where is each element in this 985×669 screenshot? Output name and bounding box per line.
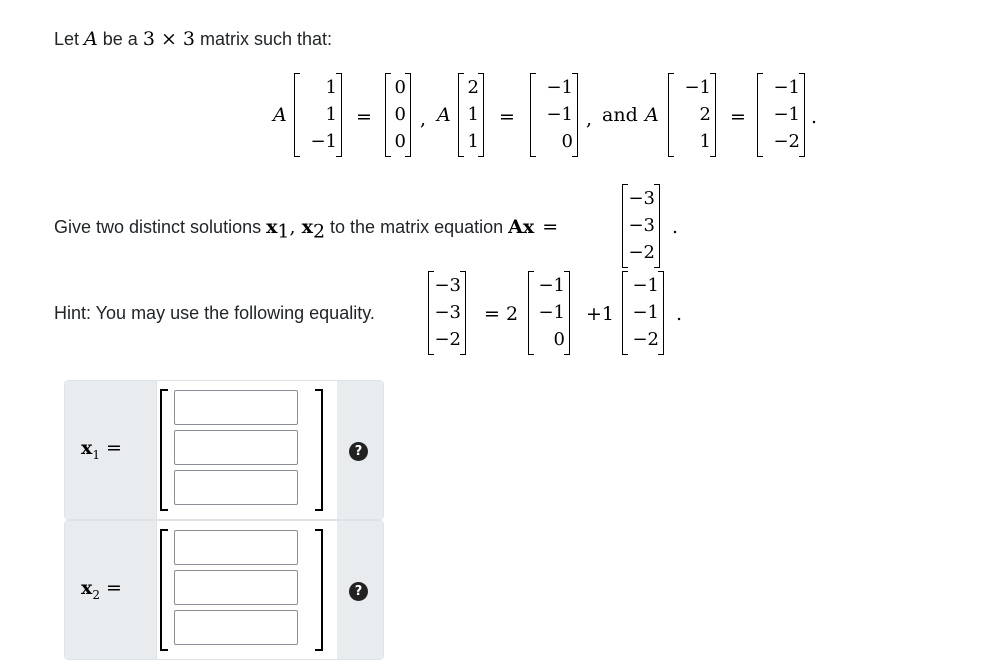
answer-matrix-x2 xyxy=(157,521,337,659)
equals-sign: = xyxy=(499,106,515,128)
vector-entry: −1 xyxy=(310,131,337,153)
plus-term: +1 xyxy=(586,303,615,325)
period: . xyxy=(811,106,818,128)
vector-r3: −1 −1 −2 xyxy=(757,73,805,157)
comma: , xyxy=(586,108,593,130)
x1-entry-1-input[interactable] xyxy=(174,390,298,425)
answer-label-x2: $x_2$ = xyxy=(65,521,157,659)
help-area xyxy=(337,381,383,519)
vector-v1 xyxy=(294,73,342,157)
equals-sign: = 2 xyxy=(484,303,519,325)
equals-sign: = xyxy=(356,106,372,128)
x2-entry-3-input[interactable] xyxy=(174,610,298,645)
question-text: Give two distinct solutions $x_1$, $x_2$ to the matrix equation Ax = xyxy=(54,216,559,243)
help-icon[interactable]: ? xyxy=(349,582,368,601)
answer-row-x2 xyxy=(64,520,384,660)
vector-v3: −1 2 1 xyxy=(668,73,716,157)
equals-sign: = xyxy=(730,106,746,128)
hint-text: Hint: You may use the following equality. xyxy=(54,303,375,323)
x2-entry-2-input[interactable] xyxy=(174,570,298,605)
period: . xyxy=(676,303,683,325)
period: . xyxy=(672,216,679,238)
vector-r1: 0 0 0 xyxy=(385,73,411,157)
answer-matrix-x1 xyxy=(157,381,337,519)
x2-entry-1-input[interactable] xyxy=(174,530,298,565)
right-bracket xyxy=(315,389,323,511)
comma: , xyxy=(420,108,427,130)
intro-text: Let A be a 3 × 3 matrix such that: xyxy=(54,28,333,50)
left-bracket xyxy=(160,529,168,651)
matrix-A-label: A xyxy=(645,104,659,126)
left-bracket xyxy=(160,389,168,511)
help-area xyxy=(337,521,383,659)
x1-entry-3-input[interactable] xyxy=(174,470,298,505)
answer-label-x1: $x_1$ = xyxy=(65,381,157,519)
right-bracket xyxy=(315,529,323,651)
vector-r2: −1 −1 0 xyxy=(530,73,578,157)
matrix-A-label: A xyxy=(273,104,287,126)
matrix-A-label: A xyxy=(437,104,451,126)
x1-entry-2-input[interactable] xyxy=(174,430,298,465)
help-icon[interactable]: ? xyxy=(349,442,368,461)
answer-row-x1 xyxy=(64,380,384,520)
vector-entry: 1 xyxy=(325,103,337,125)
hint-vector-u1: −1 −1 0 xyxy=(528,271,570,355)
vector-v2: 2 1 1 xyxy=(458,73,484,157)
hint-lhs-vector: −3 −3 −2 xyxy=(428,271,466,355)
and-word: and xyxy=(602,104,638,126)
vector-b: −3 −3 −2 xyxy=(622,184,660,268)
vector-entry: 1 xyxy=(325,76,337,98)
hint-vector-u2: −1 −1 −2 xyxy=(622,271,664,355)
